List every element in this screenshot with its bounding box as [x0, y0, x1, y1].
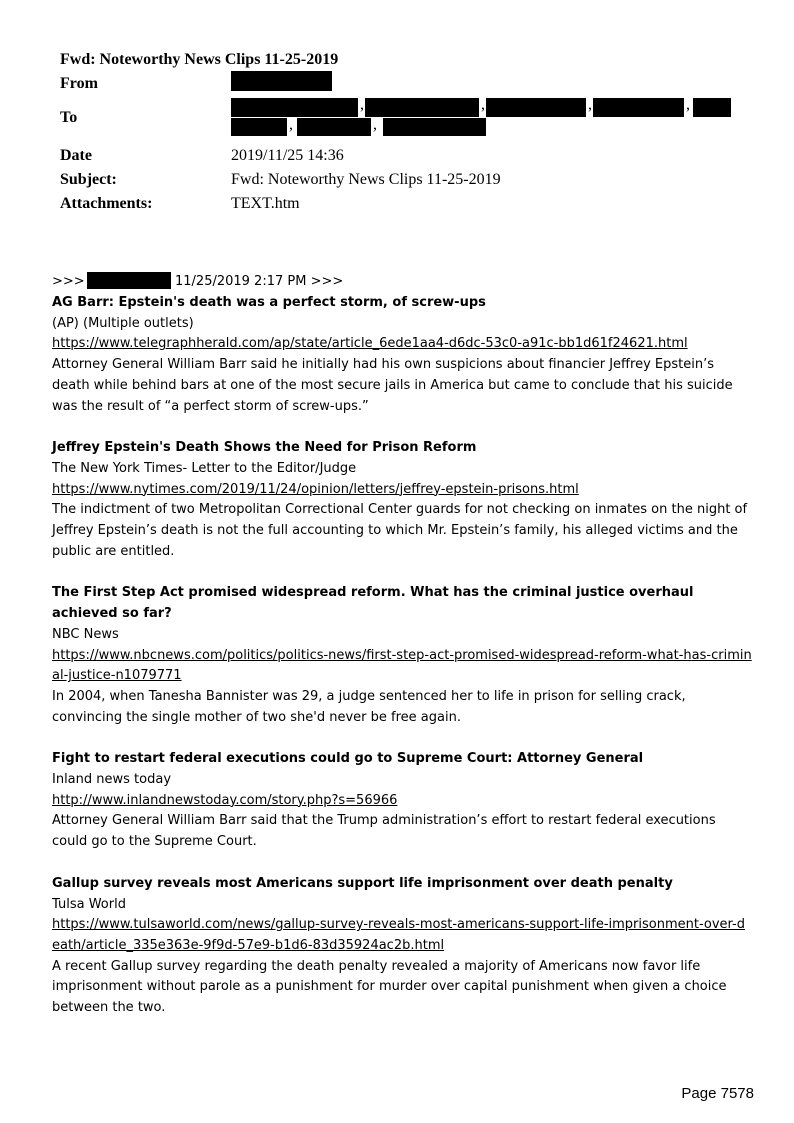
clip-link[interactable]: https://www.tulsaworld.com/news/gallup-survey-reveals-most-americans-support-life-imprisonment-over-death/article_335e363e-9f9d-57e9-b1d6-83d35924ac2b.html	[52, 917, 745, 953]
clip-headline: The First Step Act promised widespread reform. What has the criminal justice overhaul achieved so far?	[52, 585, 694, 622]
redaction-box	[87, 272, 171, 289]
forward-line	[52, 272, 752, 293]
clip-source: NBC News	[52, 626, 119, 642]
attachments-row	[60, 192, 750, 216]
clip-link[interactable]: https://www.nbcnews.com/politics/politics-news/first-step-act-promised-widespread-reform-what-has-criminal-justice-n1079771	[52, 647, 752, 684]
subject-label: Subject:	[60, 171, 117, 188]
clip-summary: Attorney General William Barr said he initially had his own suspicions about financier Jeffrey Epstein’s death while behind bars at one of the most secure jails in America but came to conclude that his suicide was the result of “a perfect storm of screw-ups.”	[52, 357, 733, 414]
subject-row	[60, 168, 750, 192]
from-row	[60, 72, 750, 96]
redaction-box	[297, 118, 371, 136]
clip-headline: AG Barr: Epstein's death was a perfect storm, of screw-ups	[52, 295, 486, 310]
forward-timestamp: 11/25/2019 2:17 PM >>>	[175, 274, 344, 289]
clip-summary: A recent Gallup survey regarding the death penalty revealed a majority of Americans now favor life imprisonment without parole as a punishment for murder over capital punishment when given a choice between the two.	[52, 958, 727, 1016]
email-header	[60, 48, 750, 216]
redaction-box	[486, 98, 586, 117]
date-row	[60, 144, 750, 168]
clip-headline: Jeffrey Epstein's Death Shows the Need for Prison Reform	[52, 440, 477, 456]
to-separator: ,	[360, 96, 364, 113]
clip-link[interactable]: http://www.inlandnewstoday.com/story.php?s=56966	[52, 792, 398, 808]
clip-headline: Gallup survey reveals most Americans support life imprisonment over death penalty	[52, 875, 673, 891]
news-clip	[52, 293, 752, 417]
to-label: To	[60, 109, 78, 126]
redaction-box	[593, 98, 684, 117]
to-separator: ,	[289, 116, 293, 133]
clip-source: Tulsa World	[52, 896, 126, 912]
to-separator: ,	[588, 96, 592, 113]
redaction-box	[231, 71, 332, 91]
news-clip	[52, 438, 752, 562]
clip-link[interactable]: https://www.telegraphherald.com/ap/state/article_6ede1aa4-d6dc-53c0-a91c-bb1d61f24621.html	[52, 336, 688, 352]
attachment-link[interactable]: TEXT.htm	[231, 195, 300, 212]
redaction-box	[231, 118, 287, 136]
news-clip	[52, 749, 752, 853]
date-value: 2019/11/25 14:36	[231, 147, 344, 164]
to-row	[60, 96, 750, 144]
news-clip	[52, 583, 752, 728]
email-body	[52, 272, 752, 1040]
clip-headline: Fight to restart federal executions could go to Supreme Court: Attorney General	[52, 751, 644, 767]
clip-summary: In 2004, when Tanesha Bannister was 29, a judge sentenced her to life in prison for selling crack, convincing the single mother of two she'd never be free again.	[52, 688, 686, 725]
clip-source: (AP) (Multiple outlets)	[52, 315, 194, 331]
clip-link[interactable]: https://www.nytimes.com/2019/11/24/opinion/letters/jeffrey-epstein-prisons.html	[52, 481, 579, 497]
subject-value: Fwd: Noteworthy News Clips 11-25-2019	[231, 171, 501, 188]
clip-source: The New York Times- Letter to the Editor/Judge	[52, 460, 357, 476]
redaction-box	[383, 118, 486, 136]
date-label: Date	[60, 147, 92, 164]
redaction-box	[231, 98, 358, 117]
to-separator: ,	[481, 96, 485, 113]
clip-summary: The indictment of two Metropolitan Correctional Center guards for not checking on inmates on the night of Jeffrey Epstein’s death is not the full accounting to which Mr. Epstein’s family, his alleged victims and the public are entitled.	[52, 502, 748, 559]
email-title: Fwd: Noteworthy News Clips 11-25-2019	[60, 51, 339, 68]
clip-source: Inland news today	[52, 772, 172, 788]
news-clip	[52, 874, 752, 1019]
forward-prefix: >>>	[52, 274, 85, 289]
redaction-box	[365, 98, 479, 117]
to-separator: ,	[686, 96, 690, 113]
from-label: From	[60, 75, 98, 92]
clip-summary: Attorney General William Barr said that the Trump administration’s effort to restart federal executions could go to the Supreme Court.	[52, 813, 716, 850]
to-separator: ,	[373, 116, 377, 133]
redaction-box	[693, 98, 731, 117]
page-number: Page 7578	[681, 1085, 754, 1102]
attachments-label: Attachments:	[60, 195, 153, 212]
